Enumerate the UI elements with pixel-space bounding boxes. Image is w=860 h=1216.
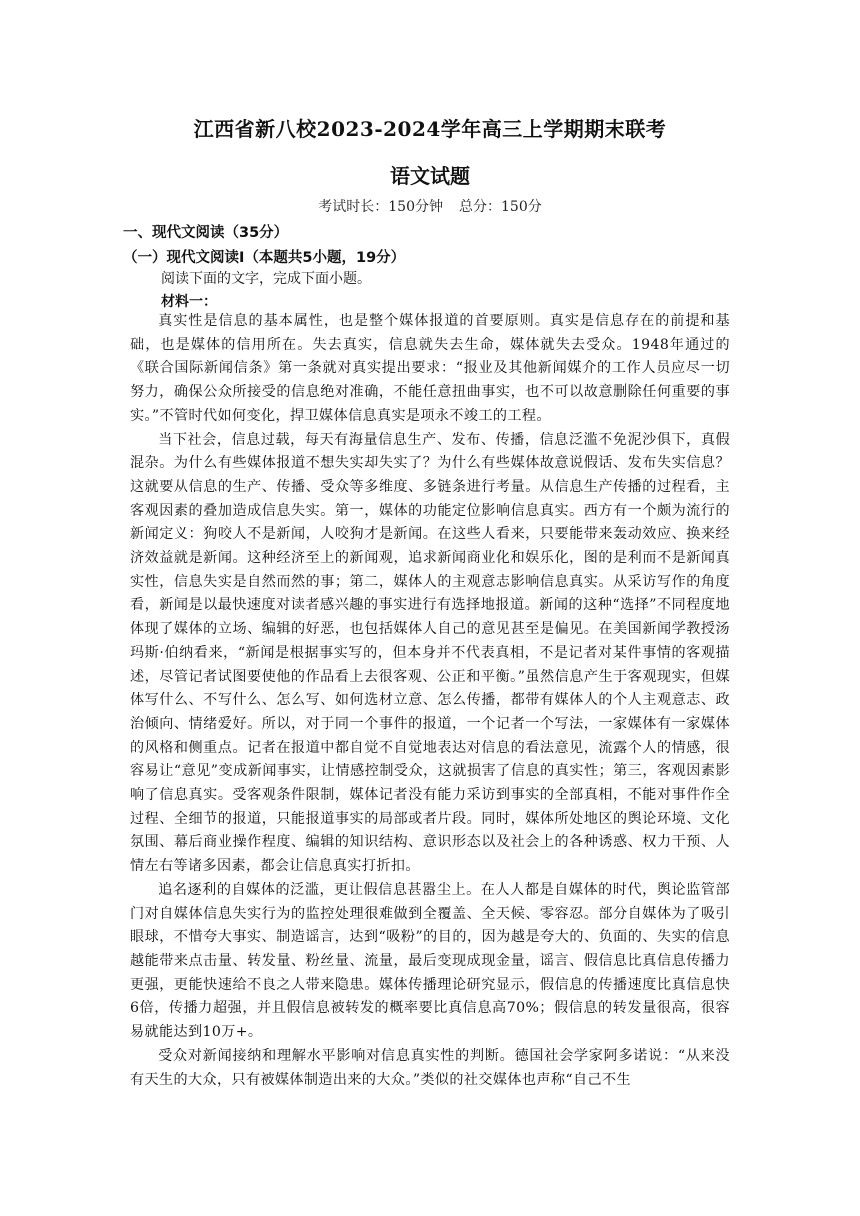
material-label: 材料一：: [161, 294, 217, 310]
paragraph: 当下社会，信息过载，每天有海量信息生产、发布、传播，信息泛滥不免泥沙俱下，真假混杂。为什么有些媒体报道不想失实却失实了？为什么有些媒体故意说假话、发布失实信息？这就要从信息的生产、传播、受众等多维度、多链条进行考量。从信息生产传播的过程看，主客观因素的叠加造成信息失实。第一，媒体的功能定位影响信息真实。西方有一个颇为流行的新闻定义：狗咬人不是新闻，人咬狗才是新闻。在这些人看来，只要能带来轰动效应、换来经济效益就是新闻。这种经济至上的新闻观，追求新闻商业化和娱乐化，图的是利而不是新闻真实性，信息失实是自然而然的事；第二，媒体人的主观意志影响信息真实。从采访写作的角度看，新闻是以最快速度对读者感兴趣的事实进行有选择地报道。新闻的这种“选择”不同程度地体现了媒体的立场、编辑的好恶，也包括媒体人自己的意见甚至是偏见。在美国新闻学教授汤玛斯·伯纳看来，“新闻是根据事实写的，但本身并不代表真相，不是记者对某件事情的客观描述，尽管记者试图要使他的作品看上去很客观、公正和平衡。”虽然信息产生于客观现实，但媒体写什么、不写什么、怎么写、如何选材立意、怎么传播，都带有媒体人的个人主观意志、政治倾向、情绪爱好。所以，对于同一个事件的报道，一个记者一个写法，一家媒体有一家媒体的风格和侧重点。记者在报道中都自觉不自觉地表达对信息的看法意见，流露个人的情感，很容易让“意见”变成新闻事实，让情感控制受众，这就损害了信息的真实性；第三，客观因素影响了信息真实。受客观条件限制，媒体记者没有能力采访到事实的全部真相，不能对事件作全过程、全细节的报道，只能报道事实的局部或者片段。同时，媒体所处地区的舆论环境、文化氛围、幕后商业操作程度、编辑的知识结构、意识形态以及社会上的各种诱惑、权力干预、人情左右等诸多因素，都会让信息真实打折扣。: [130, 431, 730, 875]
reading-instruction: 阅读下面的文字，完成下面小题。: [161, 271, 371, 287]
document-subtitle: 语文试题: [390, 164, 470, 188]
passage-body: [130, 310, 730, 1092]
exam-duration: 考试时长：150分钟: [318, 199, 443, 215]
paragraph: 受众对新闻接纳和理解水平影响对信息真实性的判断。德国社会学家阿多诺说：“从来没有天生的大众，只有被媒体制造出来的大众。”类似的社交媒体也声称“自己不生: [130, 1047, 730, 1088]
paragraph: 追名逐利的自媒体的泛滥，更让假信息甚嚣尘上。在人人都是自媒体的时代，舆论监管部门对自媒体信息失实行为的监控处理很难做到全覆盖、全天候、零容忍。部分自媒体为了吸引眼球，不惜夸大事实、制造谣言，达到“吸粉”的目的，因为越是夸大的、负面的、失实的信息越能带来点击量、转发量、粉丝量、流量，最后变现成现金量，谣言、假信息比真信息传播力更强，更能快速给不良之人带来隐患。媒体传播理论研究显示，假信息的传播速度比真信息快6倍，传播力超强，并且假信息被转发的概率要比真信息高70%；假信息的转发量很高，很容易就能达到10万+。: [130, 881, 730, 1041]
exam-total-score: 总分：150分: [459, 199, 542, 215]
document-title: 江西省新八校2023-2024学年高三上学期期末联考: [193, 117, 667, 141]
paragraph: 真实性是信息的基本属性，也是整个媒体报道的首要原则。真实是信息存在的前提和基础，也是媒体的信用所在。失去真实，信息就失去生命，媒体就失去受众。1948年通过的《联合国际新闻信条》第一条就对真实提出要求：“报业及其他新闻媒介的工作人员应尽一切努力，确保公众所接受的信息绝对准确，不能任意扭曲事实，也不可以故意删除任何重要的事实。”不管时代如何变化，捍卫媒体信息真实是项永不竣工的工程。: [130, 313, 730, 424]
exam-info: [0, 196, 860, 216]
section-heading: 一、现代文阅读（35分）: [123, 225, 289, 241]
subsection-heading: （一）现代文阅读Ⅰ（本题共5小题，19分）: [123, 250, 406, 266]
